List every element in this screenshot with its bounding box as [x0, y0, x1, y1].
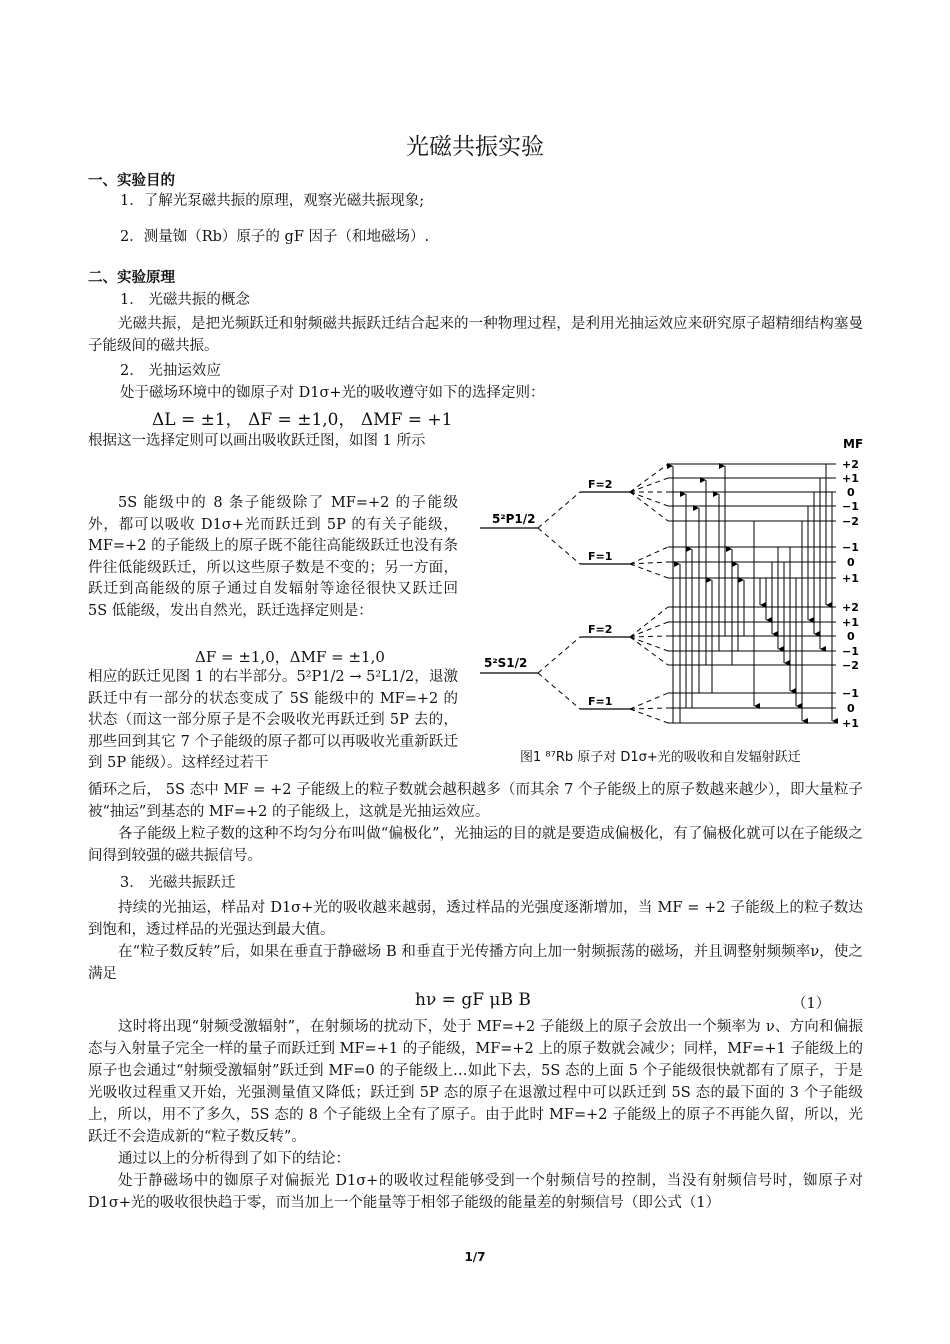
- paragraph-text: 光磁共振，是把光频跃迁和射频磁共振跃迁结合起来的一种物理过程，是利用光抽运效应来研究原子超精细结构塞曼子能级间的磁共振。: [88, 316, 863, 354]
- paragraph-figure-intro: [88, 431, 458, 453]
- emission-rule-equation: ΔF = ±1,0，ΔMF = ±1,0: [195, 648, 385, 666]
- figure-caption: 图1 ⁸⁷Rb 原子对 D1σ+光的吸收和自发辐射跃迁: [520, 750, 801, 765]
- paragraph-text: 循环之后， 5S 态中 MF = +2 子能级上的粒子数就会越积越多（而其余 7 个子能级上的原子数越来越少），即大量粒子被“抽运”到基态的 MF=+2 的子能级上，这就是光抽运效应。: [88, 782, 863, 820]
- svg-text:+1: +1: [842, 472, 859, 485]
- svg-text:−1: −1: [842, 687, 859, 700]
- page-number: 1/7: [464, 1250, 486, 1264]
- split-dash: [538, 492, 580, 528]
- section-heading-purpose: 一、实验目的: [88, 173, 175, 189]
- lower-f2-label: F=2: [588, 623, 613, 636]
- paragraph-selection-rule: 处于磁场环境中的铷原子对 D1σ+光的吸收遵守如下的选择定则：: [120, 385, 545, 401]
- resonance-equation: hν = gF μB B: [415, 990, 531, 1010]
- absorption-arrows: [673, 466, 744, 723]
- zeeman-fan-dashes: [630, 464, 668, 723]
- svg-text:0: 0: [847, 486, 855, 499]
- svg-text:+1: +1: [842, 572, 859, 585]
- section-heading-principle: 二、实验原理: [88, 270, 175, 286]
- paragraph-text: 这时将出现“射频受激辐射”，在射频场的扰动下，处于 MF=+2 子能级上的原子会放出一个频率为 ν、方向和偏振态与入射量子完全一样的量子而跃迁到 MF=+1 的子能级，MF=+2 上的原子数就会减少；同样，MF=+1 子能级上的原子也会通过“射频受激辐射”跃迁到 MF=0 的子能级上…如此下去，5S 态的上面 5 个子能级很快就都有了原子，于是光吸收过程重又开始，光强测量值又降低；跃迁到 5P 态的原子在退激过程中可以跃迁到 5S 态的最下面的 3 个子能级上，所以，用不了多久，5S 态的 8 个子能级上全有了原子。由于此时 MF=+2 子能级上的原子不再能久留，所以，光跃迁不会造成新的“粒子数反转”。: [88, 1019, 863, 1145]
- subheading-concept: 1． 光磁共振的概念: [120, 292, 250, 308]
- svg-text:−2: −2: [842, 515, 859, 528]
- purpose-item-1: 1．了解光泵磁共振的原理，观察光磁共振现象;: [120, 193, 425, 209]
- paragraph-pumping-result: [88, 779, 863, 867]
- paragraph-decay: [88, 667, 458, 775]
- paragraph-text: 在“粒子数反转”后，如果在垂直于静磁场 B 和垂直于光传播方向上加一射频振荡的磁场，并且调整射频频率ν，使之满足: [88, 944, 863, 982]
- paragraph-resonance: [88, 897, 863, 985]
- subheading-pumping: 2． 光抽运效应: [120, 363, 221, 379]
- svg-text:−2: −2: [842, 659, 859, 672]
- paragraph-text: 通过以上的分析得到了如下的结论：: [118, 1151, 350, 1167]
- zeeman-sublevels: [668, 464, 836, 723]
- svg-text:−1: −1: [842, 500, 859, 513]
- svg-text:0: 0: [847, 630, 855, 643]
- split-dash: [538, 528, 580, 564]
- mf-header: MF: [843, 437, 864, 451]
- svg-text:+1: +1: [842, 616, 859, 629]
- paragraph-text: 根据这一选择定则可以画出吸收跃迁图，如图 1 所示: [88, 433, 426, 449]
- svg-text:−1: −1: [842, 645, 859, 658]
- paragraph-text: 5S 能级中的 8 条子能级除了 MF=+2 的子能级外，都可以吸收 D1σ+光而跃迁到 5P 的有关子能级，MF=+2 的子能级上的原子既不能往高能级跃迁也没有条件往低能级跃迁，所以这些原子数是不变的；另一方面，跃迁到高能级的原子通过自发辐射等途径很快又跃迁回 5S 低能级，发出自然光，跃迁选择定则是：: [88, 495, 458, 619]
- page-title: 光磁共振实验: [406, 134, 544, 160]
- purpose-item-2: 2．测量铷（Rb）原子的 gF 因子（和地磁场）.: [120, 229, 430, 245]
- emission-arrows: [754, 464, 832, 721]
- split-dash: [538, 673, 580, 709]
- svg-text:+1: +1: [842, 717, 859, 730]
- svg-text:+2: +2: [842, 458, 859, 471]
- paragraph-text: 各子能级上粒子数的这种不均匀分布叫做“偏极化”，光抽运的目的就是要造成偏极化，有了偏极化就可以在子能级之间得到较强的磁共振信号。: [88, 826, 863, 864]
- svg-text:0: 0: [847, 556, 855, 569]
- upper-state-label: 5²P1/2: [492, 512, 536, 526]
- selection-rule-equation: ΔL = ±1， ΔF = ±1,0， ΔMF = +1: [152, 410, 453, 430]
- svg-text:+2: +2: [842, 601, 859, 614]
- paragraph-text: 持续的光抽运，样品对 D1σ+光的吸收越来越弱，透过样品的光强度逐渐增加，当 MF = +2 子能级上的粒子数达到饱和，透过样品的光强达到最大值。: [88, 900, 863, 938]
- paragraph-text: 处于静磁场中的铷原子对偏振光 D1σ+的吸收过程能够受到一个射频信号的控制，当没有射频信号时，铷原子对 D1σ+光的吸收很快趋于零，而当加上一个能量等于相邻子能级的能量差的射频信号（即公式（1）: [88, 1173, 863, 1211]
- paragraph-rf-emission: [88, 1016, 863, 1214]
- lower-f1-label: F=1: [588, 695, 613, 708]
- svg-text:−1: −1: [842, 541, 859, 554]
- upper-f1-label: F=1: [588, 550, 613, 563]
- subheading-resonance: 3． 光磁共振跃迁: [120, 875, 236, 891]
- paragraph-5s-levels: [88, 493, 458, 623]
- energy-level-diagram: [470, 430, 880, 730]
- paragraph-concept: [88, 313, 863, 357]
- upper-f2-label: F=2: [588, 478, 613, 491]
- equation-number: （1）: [792, 996, 831, 1012]
- split-dash: [538, 637, 580, 673]
- mf-labels: [842, 458, 859, 730]
- svg-text:0: 0: [847, 702, 855, 715]
- paragraph-text: 相应的跃迁见图 1 的右半部分。5²P1/2 → 5²L1/2，退激跃迁中有一部分的状态变成了 5S 能级中的 MF=+2 的状态（而这一部分原子是不会吸收光再跃迁到 5P 去的，那些回到其它 7 个子能级的原子都可以再吸收光重新跃迁到 5P 能级）。这样经过若干: [88, 669, 458, 772]
- lower-state-label: 5²S1/2: [484, 656, 528, 670]
